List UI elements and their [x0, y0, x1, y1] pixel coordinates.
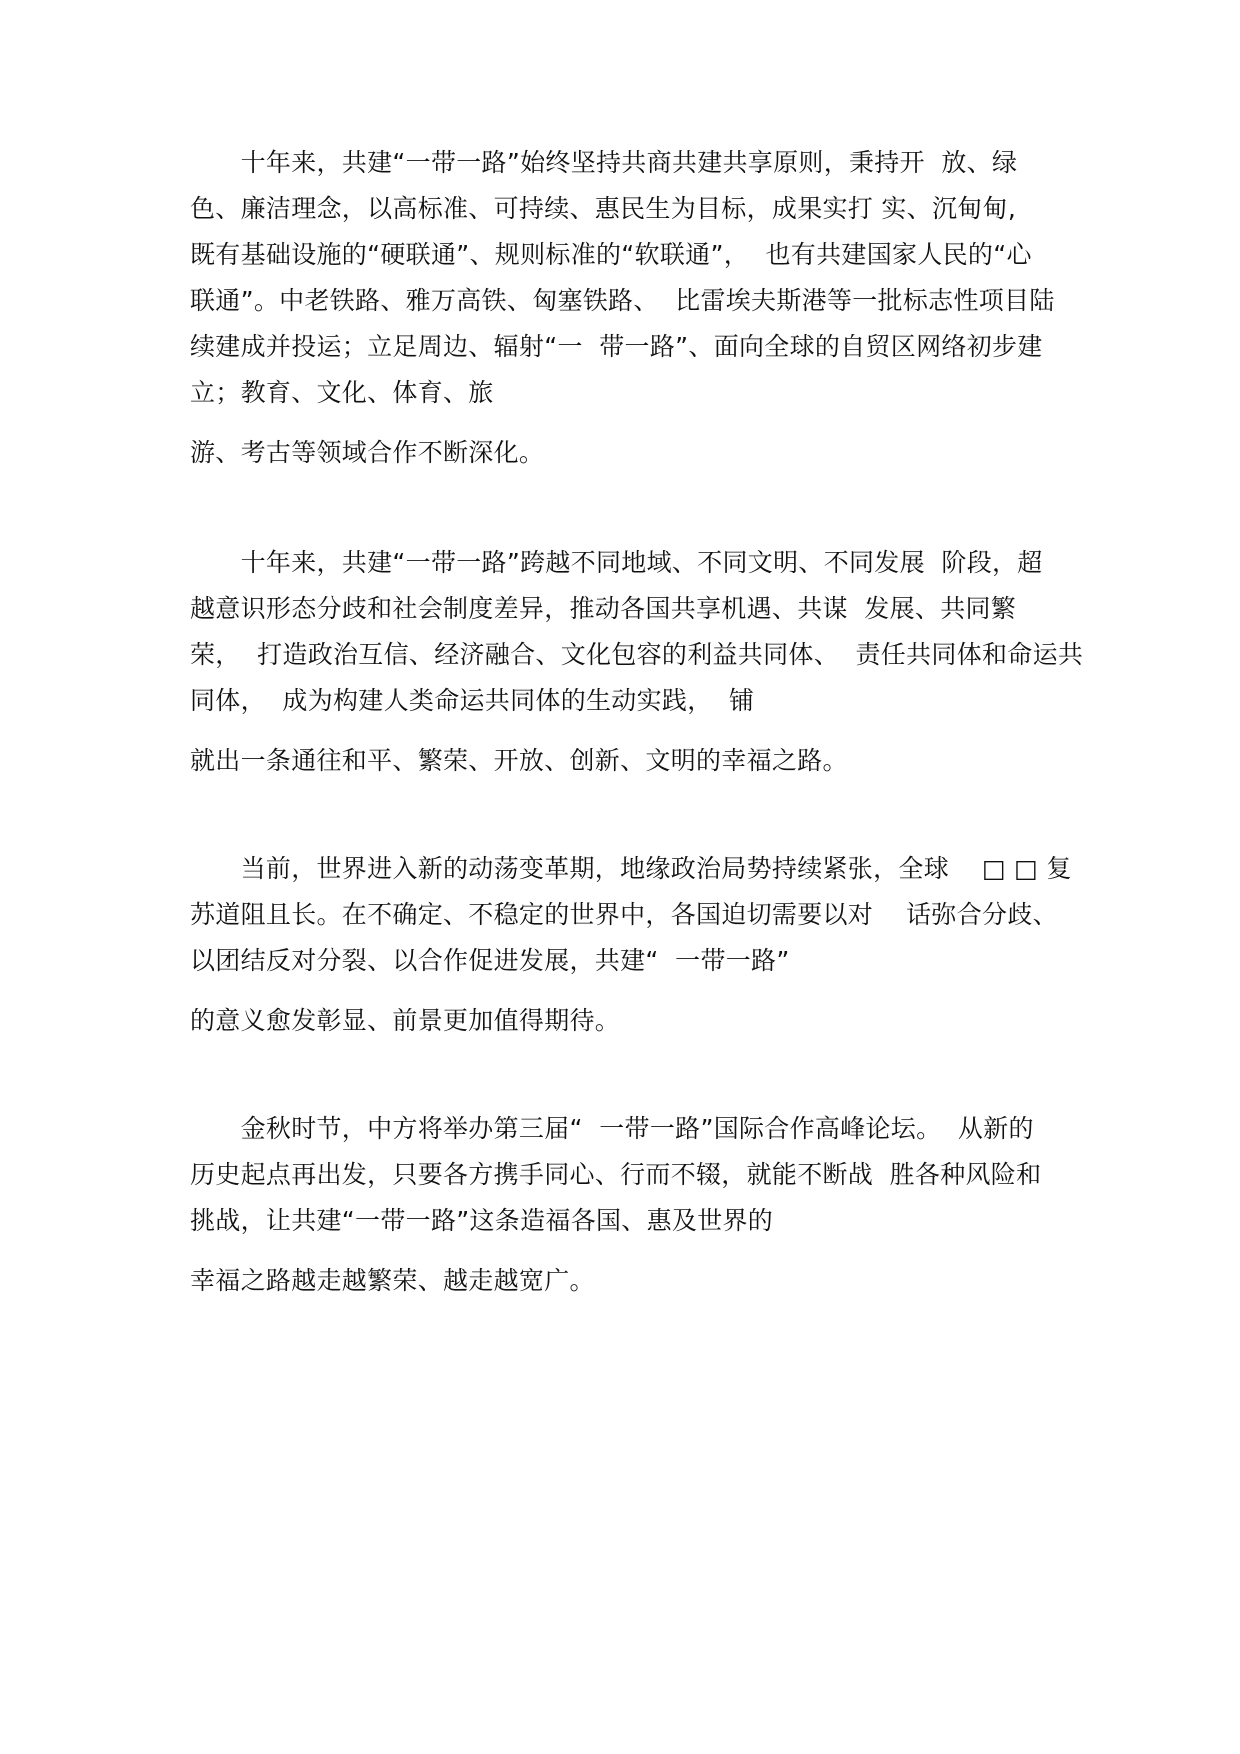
paragraph-2-line-3: 荣， 打造政治互信、经济融合、文化包容的利益共同体、 责任共同体和命运共 — [190, 640, 1084, 669]
paragraph-1-line-7: 游、考古等领域合作不断深化。 — [190, 438, 545, 467]
paragraph-4-line-3: 挑战，让共建“一带一路”这条造福各国、惠及世界的 — [190, 1206, 774, 1235]
paragraph-3-line-4: 的意义愈发彰显、前景更加值得期待。 — [190, 1006, 621, 1035]
paragraph-1-line-6: 立；教育、文化、体育、旅 — [190, 378, 494, 407]
paragraph-3-line-1: 当前，世界进入新的动荡变革期，地缘政治局势持续紧张，全球 □ □ 复 — [190, 854, 1072, 883]
paragraph-3-line-2: 苏道阻且长。在不确定、不稳定的世界中，各国迫切需要以对 话弥合分歧、 — [190, 900, 1058, 929]
paragraph-2-line-1: 十年来，共建“一带一路”跨越不同地域、不同文明、不同发展 阶段，超 — [190, 548, 1043, 577]
paragraph-4-line-4: 幸福之路越走越繁荣、越走越宽广。 — [190, 1266, 595, 1295]
paragraph-1-line-1: 十年来，共建“一带一路”始终坚持共商共建共享原则，秉持开 放、绿 — [190, 148, 1018, 177]
paragraph-2-line-5: 就出一条通往和平、繁荣、开放、创新、文明的幸福之路。 — [190, 746, 848, 775]
paragraph-3-line-3: 以团结反对分裂、以合作促进发展，共建“ 一带一路” — [190, 946, 790, 975]
paragraph-4-line-2: 历史起点再出发，只要各方携手同心、行而不辍，就能不断战 胜各种风险和 — [190, 1160, 1042, 1189]
paragraph-4-line-1: 金秋时节，中方将举办第三届“ 一带一路”国际合作高峰论坛。 从新的 — [190, 1114, 1034, 1143]
paragraph-1-line-2: 色、廉洁理念，以高标准、可持续、惠民生为目标，成果实打 实、沉甸甸, — [190, 194, 1017, 223]
paragraph-1-line-3: 既有基础设施的“硬联通”、规则标准的“软联通”， 也有共建国家人民的“心 — [190, 240, 1032, 269]
paragraph-1-line-5: 续建成并投运；立足周边、辐射“一 带一路”、面向全球的自贸区网络初步建 — [190, 332, 1043, 361]
paragraph-2-line-4: 同体， 成为构建人类命运共同体的生动实践， 铺 — [190, 686, 755, 715]
paragraph-2-line-2: 越意识形态分歧和社会制度差异，推动各国共享机遇、共谋 发展、共同繁 — [190, 594, 1017, 623]
paragraph-1-line-4: 联通”。中老铁路、雅万高铁、匈塞铁路、 比雷埃夫斯港等一批标志性项目陆 — [190, 286, 1055, 315]
